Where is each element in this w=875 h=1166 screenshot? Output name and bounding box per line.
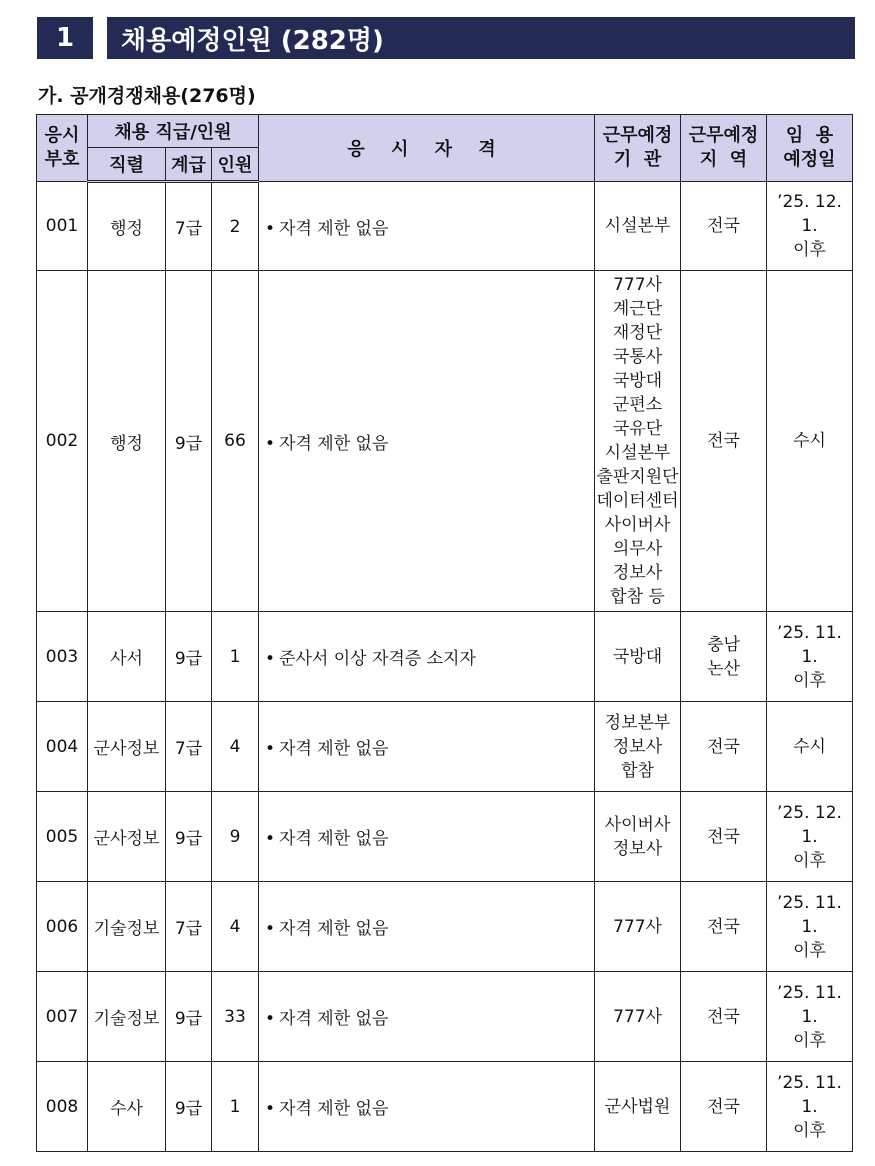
cell-agency: 777사 [595, 972, 681, 1062]
header-agency: 근무예정 기 관 [595, 115, 681, 182]
cell-count: 4 [212, 882, 259, 972]
cell-count: 66 [212, 271, 259, 612]
cell-job-series: 사서 [88, 612, 166, 702]
bullet-icon: • [265, 1009, 276, 1029]
cell-qualification [259, 182, 595, 271]
cell-exam-no: 008 [37, 1062, 88, 1152]
qualification-text: 준사서 이상 자격증 소지자 [279, 649, 476, 669]
cell-qualification [259, 612, 595, 702]
bullet-icon: • [265, 218, 276, 239]
bullet-icon: • [265, 1099, 276, 1119]
cell-grade: 7급 [166, 882, 212, 972]
cell-job-series: 군사정보 [88, 702, 166, 792]
table-row [37, 612, 853, 702]
table-row [37, 271, 853, 612]
cell-exam-no: 007 [37, 972, 88, 1062]
table-row [37, 882, 853, 972]
cell-grade: 9급 [166, 792, 212, 882]
cell-appointment-date: ’25. 12. 1. 이후 [767, 792, 853, 882]
header-appointment: 임 용 예정일 [767, 115, 853, 182]
table-row [37, 182, 853, 271]
cell-appointment-date: ’25. 12. 1. 이후 [767, 182, 853, 271]
cell-appointment-date: ’25. 11. 1. 이후 [767, 1062, 853, 1152]
subsection-title: 가. 공개경쟁채용(276명) [38, 85, 256, 107]
cell-qualification [259, 1062, 595, 1152]
header-qualification: 응 시 자 격 [259, 115, 595, 182]
cell-job-series: 행정 [88, 271, 166, 612]
cell-agency: 사이버사 정보사 [595, 792, 681, 882]
bullet-icon: • [265, 919, 276, 939]
cell-count: 4 [212, 702, 259, 792]
cell-count: 33 [212, 972, 259, 1062]
cell-agency: 군사법원 [595, 1062, 681, 1152]
cell-agency: 777사 [595, 882, 681, 972]
qualification-text: 자격 제한 없음 [279, 218, 389, 239]
cell-grade: 9급 [166, 612, 212, 702]
cell-exam-no: 004 [37, 702, 88, 792]
cell-exam-no: 001 [37, 182, 88, 271]
header-region: 근무예정 지 역 [681, 115, 767, 182]
cell-region: 전국 [681, 1062, 767, 1152]
cell-appointment-date: ’25. 11. 1. 이후 [767, 972, 853, 1062]
cell-job-series: 행정 [88, 182, 166, 271]
cell-count: 1 [212, 1062, 259, 1152]
bullet-icon: • [265, 649, 276, 669]
cell-agency: 시설본부 [595, 182, 681, 271]
cell-agency: 777사 계근단 재정단 국통사 국방대 군편소 국유단 시설본부 출판지원단 데이터센터 사이버사 의무사 정보사 합참 등 [595, 271, 681, 612]
header-grade: 계급 [166, 148, 212, 182]
bullet-icon: • [265, 829, 276, 849]
cell-appointment-date: 수시 [767, 271, 853, 612]
cell-exam-no: 006 [37, 882, 88, 972]
cell-qualification [259, 792, 595, 882]
header-grade-group: 채용 직급/인원 [88, 115, 259, 148]
cell-qualification [259, 702, 595, 792]
bullet-icon: • [265, 739, 276, 759]
cell-region: 전국 [681, 972, 767, 1062]
section-title: 채용예정인원 (282명) [107, 17, 855, 59]
cell-region: 전국 [681, 702, 767, 792]
cell-agency: 국방대 [595, 612, 681, 702]
cell-exam-no: 005 [37, 792, 88, 882]
cell-agency: 정보본부 정보사 합참 [595, 702, 681, 792]
table-row [37, 792, 853, 882]
cell-count: 2 [212, 182, 259, 271]
cell-qualification [259, 972, 595, 1062]
header-job-series: 직렬 [88, 148, 166, 182]
cell-grade: 7급 [166, 702, 212, 792]
cell-qualification [259, 271, 595, 612]
cell-job-series: 수사 [88, 1062, 166, 1152]
section-number: 1 [37, 17, 93, 59]
cell-region: 전국 [681, 182, 767, 271]
cell-job-series: 기술정보 [88, 972, 166, 1062]
cell-count: 1 [212, 612, 259, 702]
cell-region: 충남 논산 [681, 612, 767, 702]
cell-qualification [259, 882, 595, 972]
cell-region: 전국 [681, 792, 767, 882]
cell-exam-no: 003 [37, 612, 88, 702]
cell-appointment-date: ’25. 11. 1. 이후 [767, 882, 853, 972]
qualification-text: 자격 제한 없음 [279, 1009, 389, 1029]
cell-grade: 7급 [166, 182, 212, 271]
cell-grade: 9급 [166, 1062, 212, 1152]
cell-region: 전국 [681, 271, 767, 612]
recruitment-table [36, 114, 853, 1152]
cell-appointment-date: ’25. 11. 1. 이후 [767, 612, 853, 702]
cell-grade: 9급 [166, 271, 212, 612]
qualification-text: 자격 제한 없음 [279, 919, 389, 939]
header-exam-no: 응시 부호 [37, 115, 88, 182]
table-row [37, 1062, 853, 1152]
cell-count: 9 [212, 792, 259, 882]
table-row [37, 972, 853, 1062]
table-row [37, 702, 853, 792]
bullet-icon: • [265, 433, 276, 454]
qualification-text: 자격 제한 없음 [279, 739, 389, 759]
qualification-text: 자격 제한 없음 [279, 433, 389, 454]
cell-region: 전국 [681, 882, 767, 972]
cell-exam-no: 002 [37, 271, 88, 612]
cell-grade: 9급 [166, 972, 212, 1062]
qualification-text: 자격 제한 없음 [279, 829, 389, 849]
cell-appointment-date: 수시 [767, 702, 853, 792]
section-banner [37, 17, 855, 59]
header-count: 인원 [212, 148, 259, 182]
cell-job-series: 군사정보 [88, 792, 166, 882]
qualification-text: 자격 제한 없음 [279, 1099, 389, 1119]
cell-job-series: 기술정보 [88, 882, 166, 972]
